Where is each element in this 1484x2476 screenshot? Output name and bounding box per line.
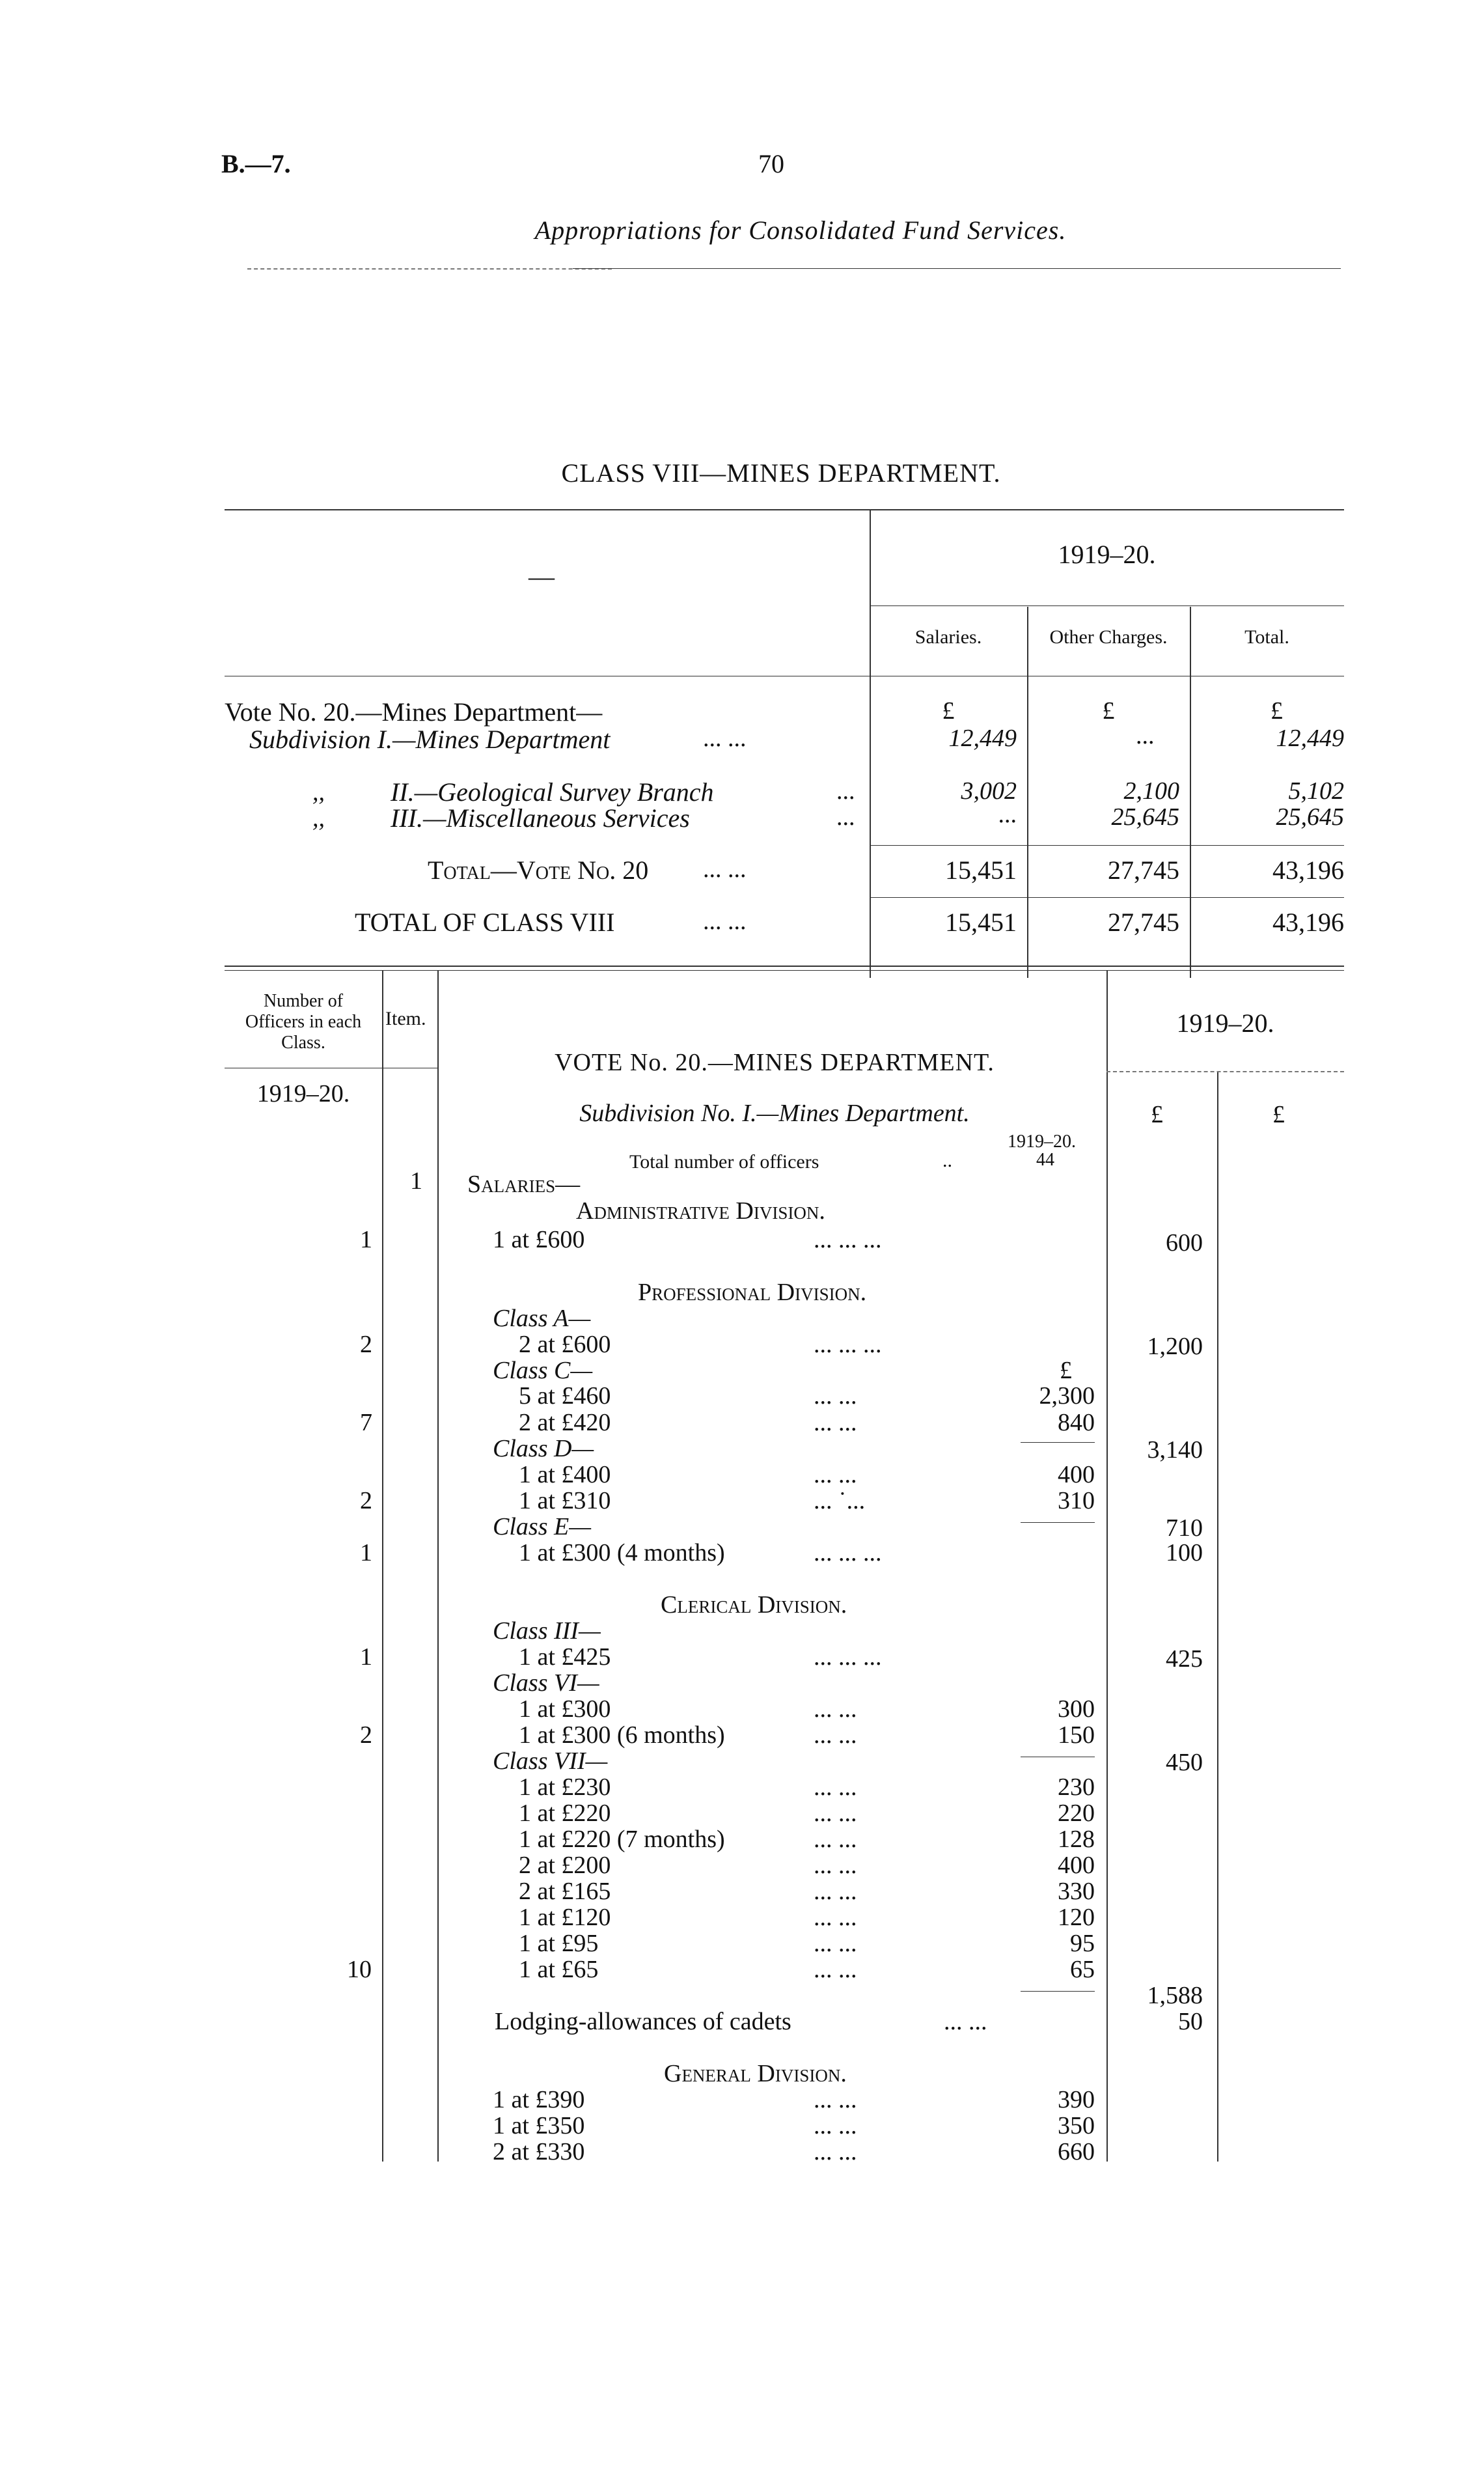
line-general-3-dots: ... ...: [814, 2138, 857, 2165]
line-d2-label: 1 at £310: [519, 1487, 611, 1514]
line-iii1-dots: ... ... ...: [814, 1643, 882, 1671]
subdivision-2-salaries: 3,002: [961, 777, 1017, 805]
vote-title: VOTE No. 20.—MINES DEPARTMENT.: [555, 1049, 995, 1076]
amount-vii-6: 120: [1058, 1904, 1095, 1931]
class-total-total: 43,196: [1272, 908, 1344, 937]
class-vii: Class VII—: [493, 1747, 608, 1775]
currency-other: £: [1102, 697, 1115, 725]
col-officers-line-1: Number of: [263, 991, 344, 1011]
page-title: Appropriations for Consolidated Fund Services.: [534, 216, 1067, 245]
class-d: Class D—: [493, 1435, 594, 1462]
class-vi: Class VI—: [493, 1669, 599, 1697]
amount-vii-7: 95: [1070, 1930, 1095, 1957]
subdivision-3-total: 25,645: [1276, 803, 1344, 831]
line-admin-dots: ... ... ...: [814, 1226, 882, 1253]
subdivision-1-dots: ... ...: [703, 725, 747, 752]
officers-class-c: 7: [360, 1409, 372, 1436]
subdivision-3-label: III.—Miscellaneous Services: [391, 803, 690, 833]
lodging-dots: ... ...: [944, 2008, 987, 2035]
line-vii-6-label: 1 at £120: [519, 1904, 611, 1931]
line-vii-5-label: 2 at £165: [519, 1878, 611, 1905]
line-vii-2-label: 1 at £220: [519, 1800, 611, 1827]
page-ref: B.—7.: [221, 149, 291, 178]
line-vii-4-label: 2 at £200: [519, 1852, 611, 1879]
item-col-rule: [437, 970, 439, 2162]
amount-general-1: 390: [1058, 2086, 1095, 2113]
total-class-vii: 1,588: [1147, 1982, 1203, 2009]
subdivision-3-prefix: ,,: [312, 805, 325, 832]
amount-d1: 400: [1058, 1461, 1095, 1488]
line-d2-dots: ... ˙...: [814, 1487, 866, 1514]
subdivision-3-dots: ...: [836, 803, 855, 831]
page-number: 70: [758, 149, 784, 178]
line-vii-2-dots: ... ...: [814, 1800, 857, 1827]
lodging-label: Lodging-allowances of cadets: [495, 2008, 791, 2035]
line-vii-8-label: 1 at £65: [519, 1956, 599, 1983]
line-vii-1-label: 1 at £230: [519, 1774, 611, 1801]
vote-total-other: 27,745: [1108, 855, 1179, 885]
total-officers-label: Total number of officers: [629, 1151, 819, 1173]
subdivision-1-label: Subdivision I.—Mines Department: [249, 725, 611, 754]
heading-clerical: Clerical Division.: [661, 1591, 847, 1619]
detail-top-rule-2: [225, 970, 1344, 971]
amount-vii-3: 128: [1058, 1826, 1095, 1853]
subdivision-3-other: 25,645: [1111, 803, 1179, 831]
line-d1-dots: ... ...: [814, 1461, 857, 1488]
line-c1-label: 5 at £460: [519, 1382, 611, 1410]
line-general-3-label: 2 at £330: [493, 2138, 585, 2165]
class-total-rule: [870, 897, 1344, 898]
detail-currency-amount: £: [1151, 1101, 1163, 1128]
summary-title: CLASS VIII—MINES DEPARTMENT.: [561, 458, 1001, 488]
summary-top-rule: [225, 509, 1344, 510]
class-d-subtotal-rule: [1021, 1522, 1095, 1523]
col-total: Total.: [1244, 626, 1289, 648]
line-c2-label: 2 at £420: [519, 1409, 611, 1436]
heading-administrative: Administrative Division.: [576, 1197, 825, 1225]
total-officers-year: 1919–20.: [1008, 1132, 1076, 1152]
detail-top-rule: [225, 966, 1344, 967]
subdivision-1-salaries: 12,449: [948, 725, 1017, 752]
vote-heading: Vote No. 20.—Mines Department—: [225, 697, 603, 727]
line-vii-3-label: 1 at £220 (7 months): [519, 1826, 725, 1853]
detail-currency-total: £: [1272, 1101, 1285, 1128]
total-officers-value: 44: [1036, 1150, 1054, 1170]
officers-class-a: 2: [360, 1331, 372, 1358]
vote-total-salaries: 15,451: [945, 855, 1017, 885]
heading-general: General Division.: [664, 2060, 847, 2087]
subdivision-1-total: 12,449: [1276, 725, 1344, 752]
amount-vi2: 150: [1058, 1721, 1095, 1749]
amount-d2: 310: [1058, 1487, 1095, 1514]
line-vi2-dots: ... ...: [814, 1721, 857, 1749]
line-vi1-dots: ... ...: [814, 1695, 857, 1723]
col-officers-header: [225, 991, 382, 1053]
subdivision-2-label: II.—Geological Survey Branch: [391, 777, 714, 807]
amount-c2: 840: [1058, 1409, 1095, 1436]
total-class-iii: 425: [1166, 1645, 1203, 1673]
summary-dash: —: [529, 562, 555, 591]
line-admin-label: 1 at £600: [493, 1226, 585, 1253]
total-class-c: 3,140: [1147, 1436, 1203, 1464]
line-a1-dots: ... ... ...: [814, 1331, 882, 1358]
class-total-other: 27,745: [1108, 908, 1179, 937]
line-e1-dots: ... ... ...: [814, 1539, 882, 1566]
col-officers-line-2: Officers in each: [245, 1012, 362, 1032]
class-vii-subtotal-rule: [1021, 1991, 1095, 1992]
officers-class-iii: 1: [360, 1643, 372, 1671]
line-vii-6-dots: ... ...: [814, 1904, 857, 1931]
officers-admin: 1: [360, 1226, 372, 1253]
subdivision-title: Subdivision No. I.—Mines Department.: [579, 1100, 970, 1127]
officers-class-vi: 2: [360, 1721, 372, 1749]
summary-year-rule: [870, 605, 1344, 606]
amount-vi1: 300: [1058, 1695, 1095, 1723]
officers-col-rule: [382, 970, 383, 2162]
class-total-dots: ... ...: [703, 908, 747, 935]
col-item-header: Item.: [385, 1008, 426, 1029]
line-iii1-label: 1 at £425: [519, 1643, 611, 1671]
amount-vii-4: 400: [1058, 1852, 1095, 1879]
vote-total-label: Total—Vote No. 20: [428, 855, 649, 885]
line-a1-label: 2 at £600: [519, 1331, 611, 1358]
header-rule-left: [247, 268, 612, 270]
currency-total: £: [1271, 697, 1283, 725]
class-total-label: TOTAL OF CLASS VIII: [355, 908, 615, 937]
subdivision-2-total: 5,102: [1288, 777, 1344, 805]
amount-c1: 2,300: [1039, 1382, 1095, 1410]
line-vii-4-dots: ... ...: [814, 1852, 857, 1879]
line-e1-label: 1 at £300 (4 months): [519, 1539, 725, 1566]
inner-currency: £: [1060, 1357, 1072, 1384]
class-a: Class A—: [493, 1305, 591, 1332]
line-vi1-label: 1 at £300: [519, 1695, 611, 1723]
line-vii-7-label: 1 at £95: [519, 1930, 599, 1957]
col-officers-line-3: Class.: [281, 1033, 325, 1053]
vote-total-dots: ... ...: [703, 855, 747, 883]
officers-class-e: 1: [360, 1539, 372, 1566]
line-vii-7-dots: ... ...: [814, 1930, 857, 1957]
line-general-2-label: 1 at £350: [493, 2112, 585, 2139]
class-e: Class E—: [493, 1513, 591, 1540]
amount-general-3: 660: [1058, 2138, 1095, 2165]
vote-total-rule: [870, 845, 1344, 846]
amount-vii-5: 330: [1058, 1878, 1095, 1905]
line-c2-dots: ... ...: [814, 1409, 857, 1436]
line-general-1-dots: ... ...: [814, 2086, 857, 2113]
amount-vii-1: 230: [1058, 1774, 1095, 1801]
line-general-1-label: 1 at £390: [493, 2086, 585, 2113]
currency-salaries: £: [942, 697, 955, 725]
line-general-2-dots: ... ...: [814, 2112, 857, 2139]
line-vii-3-dots: ... ...: [814, 1826, 857, 1853]
class-total-salaries: 15,451: [945, 908, 1017, 937]
subdivision-3-salaries: ...: [998, 801, 1017, 828]
total-class-d: 710: [1166, 1514, 1203, 1542]
line-vii-8-dots: ... ...: [814, 1956, 857, 1983]
salaries-label: Salaries—: [467, 1171, 581, 1198]
officers-class-vii: 10: [347, 1956, 372, 1983]
line-vii-5-dots: ... ...: [814, 1878, 857, 1905]
total-class-vi: 450: [1166, 1749, 1203, 1776]
officers-year: 1919–20.: [256, 1080, 350, 1107]
subdivision-2-other: 2,100: [1123, 777, 1179, 805]
subdivision-2-dots: ...: [836, 777, 855, 805]
col-salaries: Salaries.: [914, 626, 982, 648]
amount-general-2: 350: [1058, 2112, 1095, 2139]
line-d1-label: 1 at £400: [519, 1461, 611, 1488]
item-number: 1: [410, 1167, 422, 1195]
subdivision-2-prefix: ,,: [312, 779, 325, 806]
total-officers-dots: ..: [942, 1150, 952, 1171]
col-other-charges: Other Charges.: [1049, 626, 1168, 648]
detail-year-rule: [1106, 1071, 1344, 1072]
heading-professional: Professional Division.: [638, 1279, 867, 1306]
class-c-subtotal-rule: [1021, 1442, 1095, 1443]
summary-year: 1919–20.: [1058, 540, 1156, 569]
line-c1-dots: ... ...: [814, 1382, 857, 1410]
vote-total-total: 43,196: [1272, 855, 1344, 885]
class-c: Class C—: [493, 1357, 593, 1384]
officers-class-d: 2: [360, 1487, 372, 1514]
line-vii-1-dots: ... ...: [814, 1774, 857, 1801]
total-lodging: 50: [1178, 2008, 1203, 2035]
total-class-a: 1,200: [1147, 1333, 1203, 1360]
header-rule: [573, 268, 1341, 269]
amount-vii-2: 220: [1058, 1800, 1095, 1827]
line-vi2-label: 1 at £300 (6 months): [519, 1721, 725, 1749]
class-iii: Class III—: [493, 1617, 601, 1645]
detail-year: 1919–20.: [1176, 1008, 1274, 1038]
total-class-e: 100: [1166, 1539, 1203, 1566]
amount-vii-8: 65: [1070, 1956, 1095, 1983]
total-col-rule: [1217, 1071, 1218, 2162]
total-admin: 600: [1166, 1229, 1203, 1257]
subdivision-1-other: ...: [1136, 722, 1155, 749]
